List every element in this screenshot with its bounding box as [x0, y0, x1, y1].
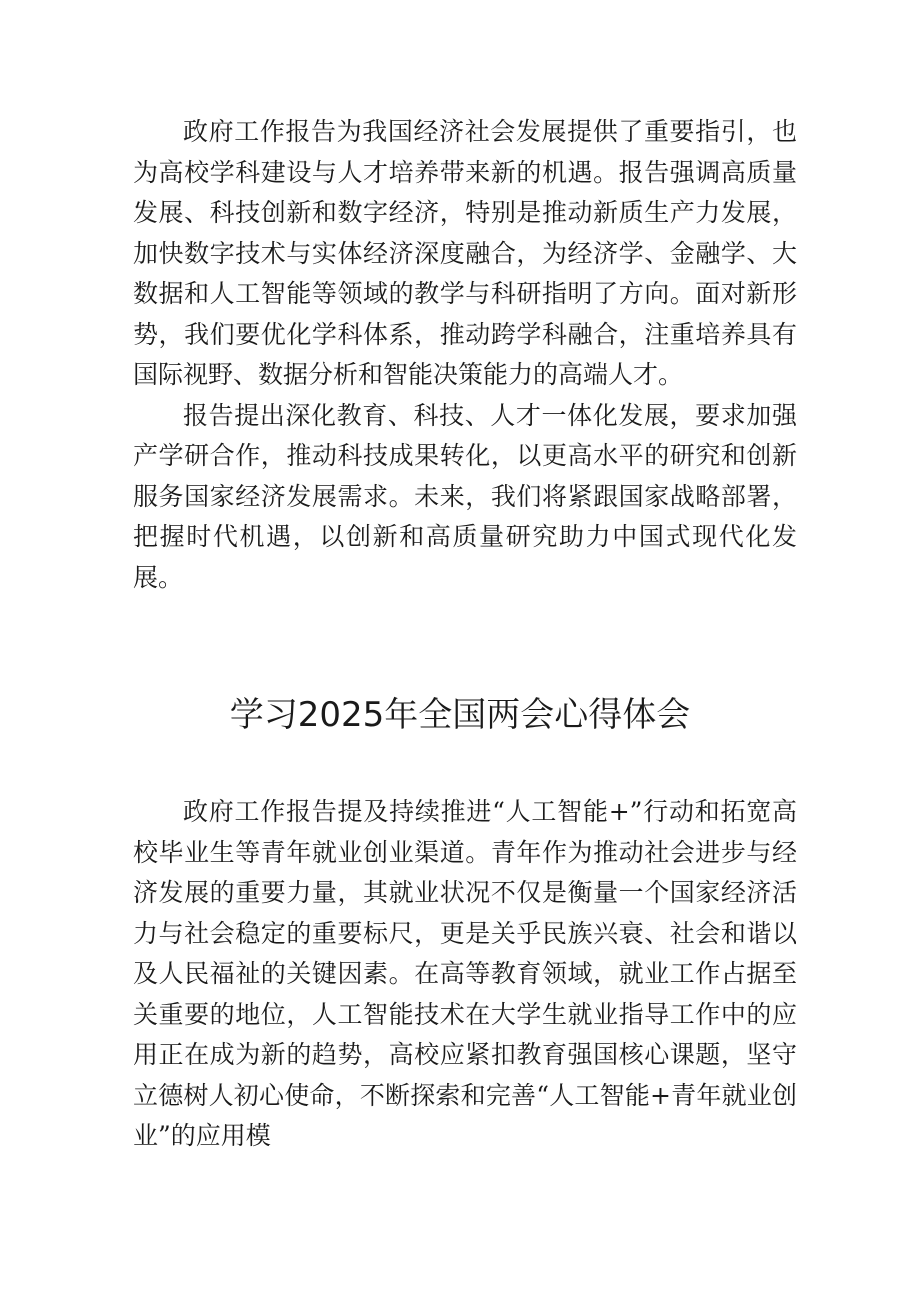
section-1-body	[133, 112, 797, 598]
section-2-body	[133, 792, 797, 1157]
paragraph: 政府工作报告为我国经济社会发展提供了重要指引，也为高校学科建设与人才培养带来新的机遇。报告强调高质量发展、科技创新和数字经济，特别是推动新质生产力发展，加快数字技术与实体经济深度融合，为经济学、金融学、大数据和人工智能等领域的教学与科研指明了方向。面对新形势，我们要优化学科体系，推动跨学科融合，注重培养具有国际视野、数据分析和智能决策能力的高端人才。	[133, 117, 797, 389]
paragraph: 报告提出深化教育、科技、人才一体化发展，要求加强产学研合作，推动科技成果转化，以更高水平的研究和创新服务国家经济发展需求。未来，我们将紧跟国家战略部署，把握时代机遇，以创新和高质量研究助力中国式现代化发展。	[133, 400, 797, 592]
paragraph: 政府工作报告提及持续推进“人工智能+”行动和拓宽高校毕业生等青年就业创业渠道。青年作为推动社会进步与经济发展的重要力量，其就业状况不仅是衡量一个国家经济活力与社会稳定的重要标尺，更是关乎民族兴衰、社会和谐以及人民福祉的关键因素。在高等教育领域，就业工作占据至关重要的地位，人工智能技术在大学生就业指导工作中的应用正在成为新的趋势，高校应紧扣教育强国核心课题，坚守立德树人初心使命，不断探索和完善“人工智能+青年就业创业”的应用模	[133, 797, 797, 1150]
section-2-title: 学习2025年全国两会心得体会	[229, 695, 691, 735]
